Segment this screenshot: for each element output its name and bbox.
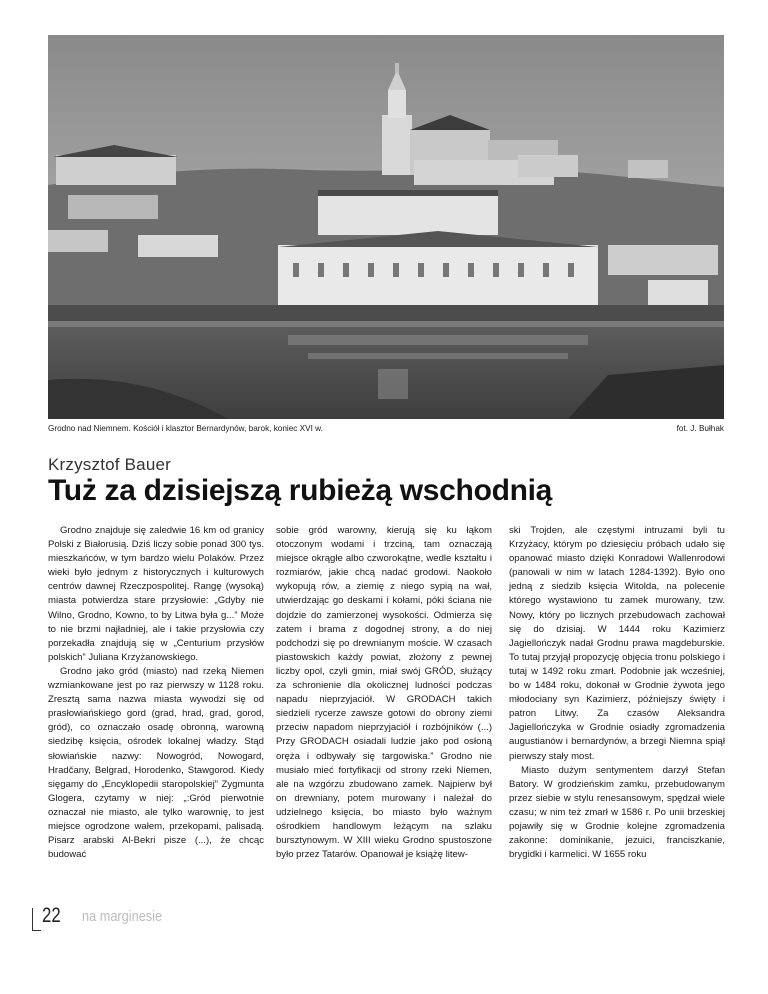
paragraph: ski Trojden, ale częstymi intruzami byli tu Krzyżacy, którym po dziesięciu próbach udało się opanować miasto dzięki Konradowi Wallenrodowi (panowali w nim w latach 1284-1392). Było ono jedną z siedzib księcia Witolda, na polecenie którego wystawiono tu zamek murowany, tzw. Nowy, który po licznych przebudowach zachował się do dzisiaj. W 1444 roku Kazimierz Jagiellończyk nadał Grodnu prawa magdeburskie. To tutaj przyjął propozycję objęcia tronu polskiego i tutaj w 1492 roku zmarł. Podobnie jak wcześniej, bo w 1484 roku, dokonał w Grodnie żywota jego młodociany syn Kazimierz, późniejszy święty i patron Litwy. Za czasów Aleksandra Jagiellończyka w Grodnie osiadły zgromadzenia augustianów i bernardynów, a brzegi Niemna spiął pierwszy stały most. — [509, 525, 725, 762]
section-name: na marginesie — [82, 908, 163, 925]
paragraph: Grodno znajduje się zaledwie 16 km od granicy Polski z Białorusią. Dziś liczy sobie ponad 300 tys. mieszkańców, w tym bardzo wielu Polaków. Przez wieki było jednym z historycznych i kulturowych centrów dawnej Rzeczpospolitej. Rangę (wysoką) miasta potwierdza stare przysłowie: „Gdyby nie Wilno, Grodno, Kowno, to by Litwa była g...” Może to nie brzmi najładniej, ale i takie przysłowia czy porzekadła znajdują się w „Centurium przysłów polskich” Juliana Krzyżanowskiego. — [48, 525, 264, 663]
photo-grodno-bernardine-church — [48, 35, 724, 419]
photo-illustration — [48, 35, 724, 419]
paragraph: Miasto dużym sentymentem darzył Stefan Batory. W grodzieńskim zamku, przebudowanym przez siebie w stylu renesansowym, spędzał wiele czasu; w nim też zmarł w 1586 r. Po unii brzeskiej pojawiły się w Grodnie kolejne zgromadzenia zakonne: dominikanie, jezuici, franciszkanie, brygidki i karmelici. W 1655 roku — [509, 764, 725, 861]
photo-credit: fot. J. Bułhak — [676, 424, 724, 433]
text-column-1 — [48, 524, 264, 862]
article-author: Krzysztof Bauer — [48, 455, 171, 474]
page-number-bracket — [32, 908, 41, 931]
article-title: Tuż za dzisiejszą rubieżą wschodnią — [48, 474, 553, 507]
text-column-3 — [509, 524, 725, 862]
paragraph: sobie gród warowny, kierują się ku łąkom otoczonym wodami i trzciną, tam oznaczają miejsce okrągłe albo czworokątne, wedle kształtu i rozmiarów, jakie chcą nadać grodowi. Naokoło wykopują rów, a ziemię z niego sypią na wał, utwierdzając go deskami i kołami, póki ściana nie dojdzie do zamierzonej wysokości. Odmierza się zatem i brama z dogodnej strony, a do niej podchodzi się po drewnianym moście. W czasach piastowskich każdy powiat, złożony z pewnej liczby opol, czyli gmin, miał swój GRÓD, służący za schronienie dla okolicznej ludności podczas napadu nieprzyjaciół. W GRODACH takich siedzieli rycerze zawsze gotowi do obrony ziemi przeciw napadom nieprzyjaciół i rozbójników (...) Przy GRODACH osiadali ludzie jako pod osłoną oręża i odbywały się targowiska.” Grodno nie musiało mieć fortyfikacji od strony rzeki Niemen, ale na wzgórzu zbudowano zamek. Najpierw był on drewniany, potem murowany i należał do udzielnego księcia, bo miasto było ważnym ośrodkiem handlowym leżącym na szlaku bursztynowym. W XIII wieku Grodno spustoszone było przez Tatarów. Opanował je książę litew- — [276, 525, 492, 861]
page-footer — [32, 904, 172, 930]
page-number: 22 — [42, 904, 61, 927]
text-column-2 — [276, 524, 492, 862]
paragraph: Grodno jako gród (miasto) nad rzeką Niemen wzmiankowane jest po raz pierwszy w 1128 roku. Zresztą sama nazwa miasta wywodzi się od prasłowiańskiego gord (grad, hrad, grad, gorod, gród), co oznaczało osadę obronną, warowną siedzibę księcia, ośrodek lokalnej władzy. Stąd słowiańskie nazwy: Nowogród, Nowogard, Hradčany, Belgrad, Horodenko, Stawgorod. Kiedy sięgamy do „Encyklopedii staropolskiej” Zygmunta Glogera, czytamy w niej: „:Gród pierwotnie oznaczał nie miasto, ale tylko warownię, to jest miejsce ogrodzone wałem, przekopami, palisadą. Pisarz arabski Al-Bekri pisze (...), że chcąc budować — [48, 665, 264, 861]
photo-caption: Grodno nad Niemnem. Kościół i klasztor Bernardynów, barok, koniec XVI w. — [48, 424, 323, 433]
